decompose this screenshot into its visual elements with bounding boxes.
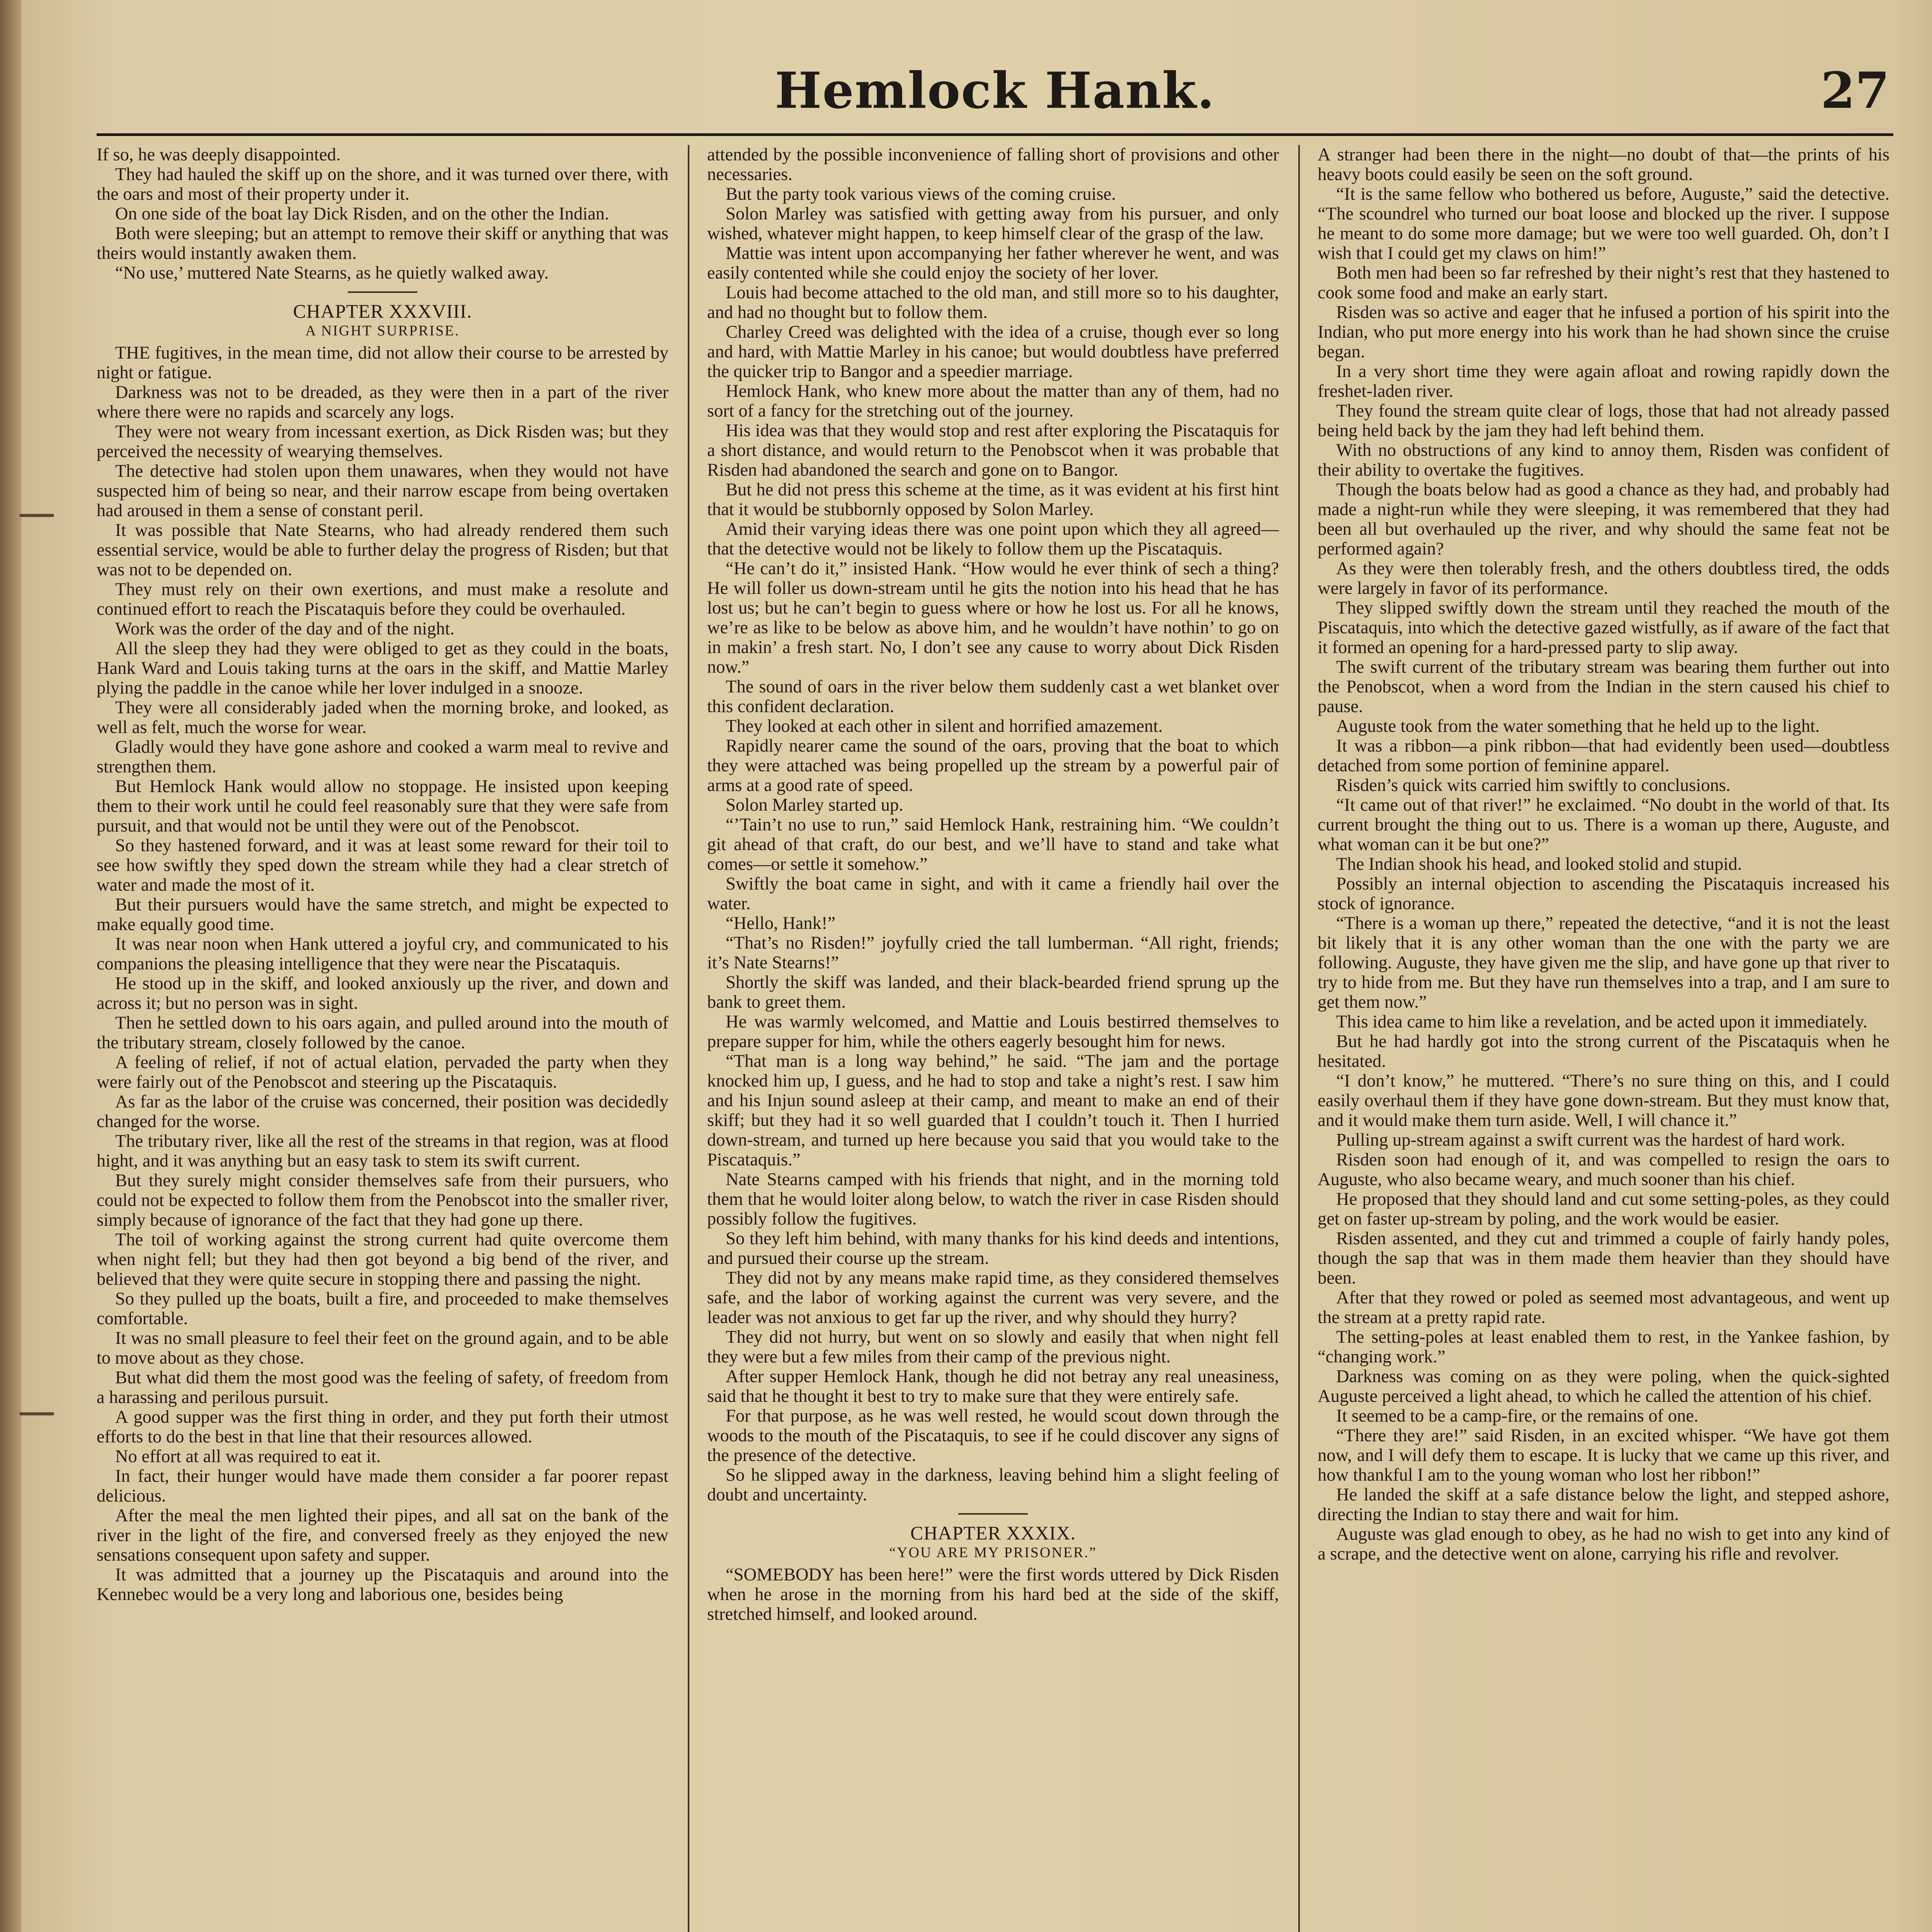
chapter-subtitle: A NIGHT SURPRISE. — [305, 323, 460, 339]
paragraph: He stood up in the skiff, and looked anxiously up the river, and down and across it; but no person was in sight. — [97, 974, 668, 1013]
paragraph: Risden’s quick wits carried him swiftly to conclusions. — [1336, 776, 1731, 795]
paragraph: As they were then tolerably fresh, and the others doubtless tired, the odds were largely in favor of its performance. — [1318, 559, 1889, 598]
paragraph: If so, he was deeply disappointed. — [97, 145, 341, 165]
paragraph: The tributary river, like all the rest of the streams in that region, was at flood hight, and it was anything but an easy task to stem its swift current. — [97, 1131, 668, 1171]
paragraph: “There they are!” said Risden, in an excited whisper. “We have got them now, and I will defy them to escape. It is lucky that we came up this river, and how thankful I am to the young woman who lost her ribbon!” — [1318, 1426, 1889, 1485]
paragraph: The detective had stolen upon them unawares, when they would not have suspected him of being so near, and their narrow escape from being overtaken had aroused in them a sense of constant peril. — [97, 461, 668, 520]
paragraph: Though the boats below had as good a chance as they had, and probably had made a night-run while they were sleeping, it was remembered that they had been all but overhauled up the river, and why should the same feat not be performed again? — [1318, 480, 1889, 559]
paragraph: They looked at each other in silent and horrified amazement. — [726, 716, 1163, 736]
column-3 — [1318, 145, 1889, 1932]
paragraph: They did not hurry, but went on so slowly and easily that when night fell they were but a few miles from their camp of the previous night. — [707, 1327, 1279, 1367]
paragraph: They must rely on their own exertions, and must make a resolute and continued effort to reach the Piscataquis before they could be overhauled. — [97, 580, 668, 619]
paragraph: Swiftly the boat came in sight, and with it came a friendly hail over the water. — [707, 874, 1279, 913]
text-columns — [97, 145, 1889, 1932]
paragraph: The sound of oars in the river below them suddenly cast a wet blanket over this confident declaration. — [707, 677, 1279, 716]
paragraph: They found the stream quite clear of logs, those that had not already passed being held back by the jam they had left behind them. — [1318, 401, 1889, 440]
paragraph: Mattie was intent upon accompanying her father wherever he went, and was easily contented while she could enjoy the society of her lover. — [707, 243, 1279, 283]
chapter-divider — [958, 1513, 1028, 1515]
paragraph: It was no small pleasure to feel their feet on the ground again, and to be able to move about as they chose. — [97, 1328, 668, 1368]
paragraph: Shortly the skiff was landed, and their black-bearded friend sprung up the bank to greet them. — [707, 973, 1279, 1012]
page-title: Hemlock Hank. — [775, 62, 1215, 120]
paragraph: But he had hardly got into the strong current of the Piscataquis when he hesitated. — [1318, 1032, 1889, 1071]
paragraph: attended by the possible inconvenience of falling short of provisions and other necessaries. — [707, 145, 1279, 184]
paragraph: Work was the order of the day and of the night. — [115, 619, 455, 639]
paragraph: He proposed that they should land and cut some setting-poles, as they could get on faster up-stream by poling, and the work would be easier. — [1318, 1189, 1889, 1229]
paragraph: It was admitted that a journey up the Piscataquis and around into the Kennebec would be a very long and laborious one, besides being — [97, 1565, 668, 1604]
paragraph: But their pursuers would have the same stretch, and might be expected to make equally good time. — [97, 895, 668, 934]
paragraph: Darkness was not to be dreaded, as they were then in a part of the river where there were no rapids and scarcely any logs. — [97, 383, 668, 422]
paragraph: “He can’t do it,” insisted Hank. “How would he ever think of sech a thing? He will foller us down-stream until he gits the notion into his head that he has lost us; but he can’t begin to guess where or how he lost us. For all he knows, we’re as like to be below as above him, and he wouldn’t have nothin’ to go on in makin’ a fresh start. No, I don’t see any cause to worry about Dick Risden now.” — [707, 559, 1279, 677]
paragraph: After supper Hemlock Hank, though he did not betray any real uneasiness, said that he thought it best to try to make sure that they were entirely safe. — [707, 1367, 1279, 1406]
paragraph: So they hastened forward, and it was at least some reward for their toil to see how swiftly they sped down the stream while they had a clear stretch of water and made the most of it. — [97, 836, 668, 895]
paragraph: For that purpose, as he was well rested, he would scout down through the woods to the mouth of the Piscataquis, to see if he could discover any signs of the presence of the detective. — [707, 1406, 1279, 1465]
paragraph: Pulling up-stream against a swift current was the hardest of hard work. — [1336, 1130, 1845, 1150]
paragraph: Possibly an internal objection to ascending the Piscataquis increased his stock of ignorance. — [1318, 874, 1889, 913]
paragraph: So he slipped away in the darkness, leaving behind him a slight feeling of doubt and uncertainty. — [707, 1465, 1279, 1505]
paragraph: After the meal the men lighted their pipes, and all sat on the bank of the river in the light of the fire, and conversed freely as they enjoyed the new sensations consequent upon safety and supper. — [97, 1506, 668, 1565]
paragraph: “It came out of that river!” he exclaimed. “No doubt in the world of that. Its current brought the thing out to us. There is a woman up there, Auguste, and what woman can it be but one?” — [1318, 795, 1889, 854]
paragraph: In fact, their hunger would have made them consider a far poorer repast delicious. — [97, 1466, 668, 1506]
paragraph: “SOMEBODY has been here!” were the first words uttered by Dick Risden when he arose in the morning from his hard bed at the side of the skiff, stretched himself, and looked around. — [707, 1565, 1279, 1624]
paragraph: Charley Creed was delighted with the idea of a cruise, though ever so long and hard, with Mattie Marley in his canoe; but would doubtless have preferred the quicker trip to Bangor and a speedier marriage. — [707, 322, 1279, 381]
page-header — [97, 62, 1893, 136]
paragraph: It was possible that Nate Stearns, who had already rendered them such essential service, would be able to further delay the progress of Risden; but that was not to be depended on. — [97, 520, 668, 580]
paragraph: Both were sleeping; but an attempt to remove their skiff or anything that was theirs would instantly awaken them. — [97, 224, 668, 263]
paragraph: “No use,’ muttered Nate Stearns, as he quietly walked away. — [115, 263, 549, 283]
column-2 — [707, 145, 1279, 1932]
paragraph: “Hello, Hank!” — [726, 913, 836, 933]
paragraph: With no obstructions of any kind to annoy them, Risden was confident of their ability to overtake the fugitives. — [1318, 440, 1889, 480]
paragraph: The swift current of the tributary stream was bearing them further out into the Penobscot, when a word from the Indian in the stern caused his chief to pause. — [1318, 657, 1889, 716]
paragraph: This idea came to him like a revelation, and be acted upon it immediately. — [1336, 1012, 1867, 1032]
column-rule — [688, 145, 689, 1932]
paragraph: “I don’t know,” he muttered. “There’s no sure thing on this, and I could easily overhaul them if they have gone down-stream. But they must know that, and it would make them turn aside. Well, I will chance it.” — [1318, 1071, 1889, 1130]
paragraph: They had hauled the skiff up on the shore, and it was turned over there, with the oars and most of their property under it. — [97, 165, 668, 204]
paragraph: So they left him behind, with many thanks for his kind deeds and intentions, and pursued their course up the stream. — [707, 1229, 1279, 1268]
paragraph: The toil of working against the strong current had quite overcome them when night fell; but they had then got beyond a big bend of the river, and believed that they were quite secure in stopping there and passing the night. — [97, 1230, 668, 1289]
paragraph: Solon Marley was satisfied with getting away from his pursuer, and only wished, whatever might happen, to keep himself clear of the grasp of the law. — [707, 204, 1279, 243]
column-1 — [97, 145, 668, 1932]
paragraph: A feeling of relief, if not of actual elation, pervaded the party when they were fairly out of the Penobscot and steering up the Piscataquis. — [97, 1053, 668, 1092]
column-rule — [1298, 145, 1300, 1932]
paragraph: Both men had been so far refreshed by their night’s rest that they hastened to cook some food and make an early start. — [1318, 263, 1889, 303]
paragraph: They did not by any means make rapid time, as they considered themselves safe, and the labor of working against the current was very severe, and the leader was not anxious to get far up the river, and why should they hurry? — [707, 1268, 1279, 1327]
paragraph: A good supper was the first thing in order, and they put forth their utmost efforts to do the best in that line that their resources allowed. — [97, 1407, 668, 1447]
paragraph: Risden assented, and they cut and trimmed a couple of fairly handy poles, though the sap that was in them made them heavier than they should have been. — [1318, 1229, 1889, 1288]
paragraph: He was warmly welcomed, and Mattie and Louis bestirred themselves to prepare supper for him, while the others eagerly besought him for news. — [707, 1012, 1279, 1051]
chapter-subtitle: “YOU ARE MY PRISONER.” — [889, 1544, 1097, 1561]
paragraph: Risden was so active and eager that he infused a portion of his spirit into the Indian, who put more energy into his work than he had shown since the cruise began. — [1318, 303, 1889, 362]
chapter-heading: CHAPTER XXXIX. — [910, 1522, 1076, 1544]
paragraph: It was a ribbon—a pink ribbon—that had evidently been used—doubtless detached from some portion of feminine apparel. — [1318, 736, 1889, 776]
paragraph: “’Tain’t no use to run,” said Hemlock Hank, restraining him. “We couldn’t git ahead of that craft, do our best, and we’ll have to stand and take what comes—or settle it somehow.” — [707, 815, 1279, 874]
paragraph: Nate Stearns camped with his friends that night, and in the morning told them that he would loiter along below, to watch the river in case Risden should possibly follow the fugitives. — [707, 1170, 1279, 1229]
paragraph: Darkness was coming on as they were poling, when the quick-sighted Auguste perceived a light ahead, to which he called the attention of his chief. — [1318, 1367, 1889, 1406]
chapter-divider — [348, 291, 417, 293]
page-binding — [0, 0, 21, 1932]
paragraph: Hemlock Hank, who knew more about the matter than any of them, had no sort of a fancy for the stretching out of the journey. — [707, 381, 1279, 421]
paragraph: It was near noon when Hank uttered a joyful cry, and communicated to his companions the pleasing intelligence that they were near the Piscataquis. — [97, 934, 668, 974]
paragraph: All the sleep they had they were obliged to get as they could in the boats, Hank Ward and Louis taking turns at the oars in the skiff, and Mattie Marley plying the paddle in the canoe while her lover indulged in a snooze. — [97, 639, 668, 698]
paragraph: Auguste took from the water something that he held up to the light. — [1336, 716, 1820, 736]
chapter-heading: CHAPTER XXXVIII. — [293, 300, 472, 322]
paragraph: Gladly would they have gone ashore and cooked a warm meal to revive and strengthen them. — [97, 737, 668, 777]
paragraph: The setting-poles at least enabled them to rest, in the Yankee fashion, by “changing work.” — [1318, 1327, 1889, 1367]
paragraph: But he did not press this scheme at the time, as it was evident at his first hint that it would be stubbornly opposed by Solon Marley. — [707, 480, 1279, 519]
paragraph: But what did them the most good was the feeling of safety, of freedom from a harassing and perilous pursuit. — [97, 1368, 668, 1407]
page-number: 27 — [1820, 62, 1889, 120]
paragraph: On one side of the boat lay Dick Risden, and on the other the Indian. — [115, 204, 609, 224]
paragraph: “That’s no Risden!” joyfully cried the tall lumberman. “All right, friends; it’s Nate Stearns!” — [707, 933, 1279, 973]
binding-stitch — [19, 514, 54, 517]
paragraph: But Hemlock Hank would allow no stoppage. He insisted upon keeping them to their work until he could feel reasonably sure that they were safe from pursuit, and that would not be until they were out of the Penobscot. — [97, 777, 668, 836]
paragraph: “There is a woman up there,” repeated the detective, “and it is not the least bit likely that it is any other woman than the one with the party we are following. Auguste, they have given me the slip, and have gone up that river to try to hide from me. But they have run themselves into a trap, and I am sure to get them now.” — [1318, 913, 1889, 1012]
paragraph: In a very short time they were again afloat and rowing rapidly down the freshet-laden river. — [1318, 362, 1889, 401]
paragraph: After that they rowed or poled as seemed most advantageous, and went up the stream at a pretty rapid rate. — [1318, 1288, 1889, 1327]
paragraph: “That man is a long way behind,” he said. “The jam and the portage knocked him up, I guess, and he had to stop and take a night’s rest. I saw him and his Injun sound asleep at their camp, and meant to make an end of their skiff; but they had it so well guarded that I couldn’t touch it. Then I hurried down-stream, and turned up here because you said that you would take to the Piscataquis.” — [707, 1051, 1279, 1170]
paragraph: But they surely might consider themselves safe from their pursuers, who could not be expected to follow them from the Penobscot into the smaller river, simply because of ignorance of the fact that they had gone up there. — [97, 1171, 668, 1230]
paragraph: Amid their varying ideas there was one point upon which they all agreed—that the detective would not be likely to follow them up the Piscataquis. — [707, 519, 1279, 559]
paragraph: Risden soon had enough of it, and was compelled to resign the oars to Auguste, who also became weary, and much sooner than his chief. — [1318, 1150, 1889, 1189]
paragraph: THE fugitives, in the mean time, did not allow their course to be arrested by night or fatigue. — [97, 343, 668, 383]
paragraph: But the party took various views of the coming cruise. — [726, 184, 1116, 204]
paragraph: So they pulled up the boats, built a fire, and proceeded to make themselves comfortable. — [97, 1289, 668, 1328]
paragraph: They were not weary from incessant exertion, as Dick Risden was; but they perceived the necessity of wearying themselves. — [97, 422, 668, 461]
paragraph: Auguste was glad enough to obey, as he had no wish to get into any kind of a scrape, and the detective went on alone, carrying his rifle and revolver. — [1318, 1524, 1889, 1564]
paragraph: The Indian shook his head, and looked stolid and stupid. — [1336, 854, 1742, 874]
paragraph: No effort at all was required to eat it. — [115, 1447, 381, 1466]
paragraph: Then he settled down to his oars again, and pulled around into the mouth of the tributary stream, closely followed by the canoe. — [97, 1013, 668, 1053]
paragraph: They slipped swiftly down the stream until they reached the mouth of the Piscataquis, into which the detective gazed wistfully, as if aware of the fact that it formed an opening for a hard-pressed party to slip away. — [1318, 598, 1889, 657]
binding-stitch — [19, 1412, 54, 1415]
paragraph: As far as the labor of the cruise was concerned, their position was decidedly changed for the worse. — [97, 1092, 668, 1131]
paragraph: Louis had become attached to the old man, and still more so to his daughter, and had no thought but to follow them. — [707, 283, 1279, 322]
paragraph: He landed the skiff at a safe distance below the light, and stepped ashore, directing the Indian to stay there and wait for him. — [1318, 1485, 1889, 1524]
paragraph: His idea was that they would stop and rest after exploring the Piscataquis for a short distance, and would return to the Penobscot when it was probable that Risden had abandoned the search and gone on to Bangor. — [707, 421, 1279, 480]
paragraph: Rapidly nearer came the sound of the oars, proving that the boat to which they were attached was being propelled up the stream by a powerful pair of arms at a good rate of speed. — [707, 736, 1279, 795]
paragraph: “It is the same fellow who bothered us before, Auguste,” said the detective. “The scoundrel who turned our boat loose and blocked up the river. I suppose he meant to do some more damage; but we were too well guarded. Oh, don’t I wish that I could get my claws on him!” — [1318, 184, 1889, 263]
paragraph: They were all considerably jaded when the morning broke, and looked, as well as felt, much the worse for wear. — [97, 698, 668, 737]
paragraph: Solon Marley started up. — [726, 795, 903, 815]
paragraph: A stranger had been there in the night—no doubt of that—the prints of his heavy boots could easily be seen on the soft ground. — [1318, 145, 1889, 184]
paragraph: It seemed to be a camp-fire, or the remains of one. — [1336, 1406, 1699, 1426]
